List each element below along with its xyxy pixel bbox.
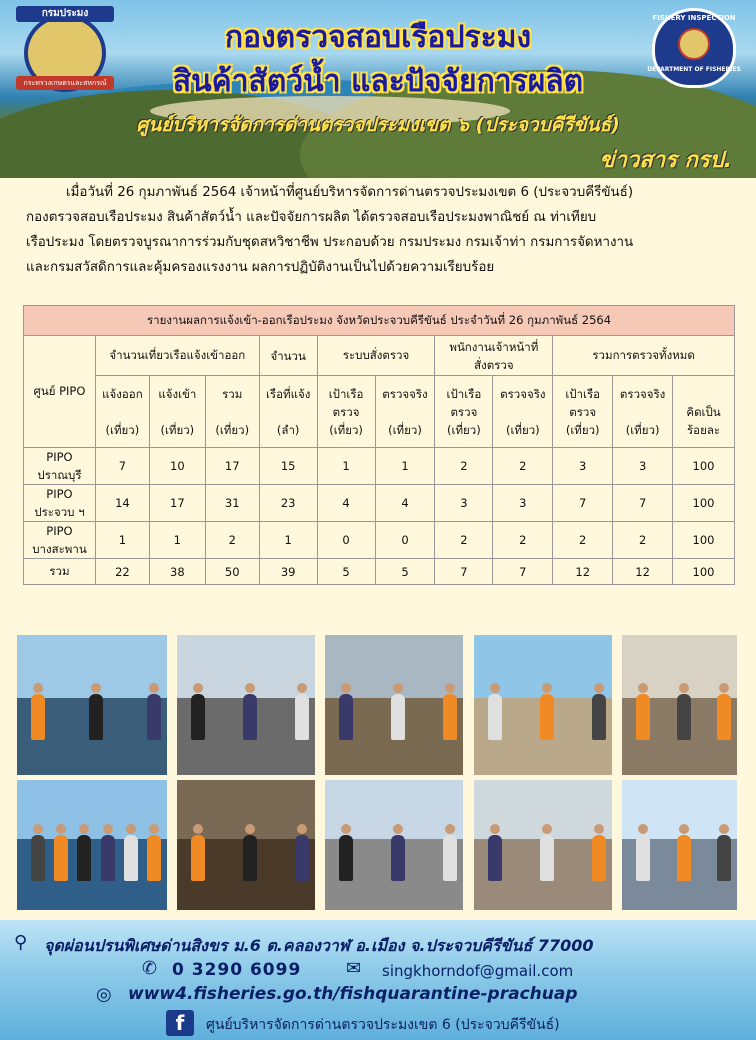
table-cell: 14	[95, 485, 149, 522]
total-label: รวม	[24, 559, 96, 585]
table-body	[24, 448, 735, 585]
subheader-label: ตรวจจริง	[382, 386, 428, 401]
person-head	[638, 824, 648, 834]
total-cell: 12	[613, 559, 673, 585]
person-figure	[717, 694, 731, 740]
intro-line: และกรมสวัสดิการและคุ้มครองแรงงาน ผลการปฏิบัติงานเป็นไปด้วยความเรียบร้อย	[26, 260, 495, 275]
subheader-label: ตรวจ	[332, 404, 360, 419]
person-head	[149, 824, 159, 834]
person-figure	[488, 835, 502, 881]
subheader-sum	[205, 376, 259, 448]
subheader-in	[149, 376, 205, 448]
row-center-name	[24, 522, 96, 559]
subheader-label: ร้อยละ	[687, 422, 721, 437]
subheader-label: ตรวจ	[569, 404, 597, 419]
person-head	[79, 824, 89, 834]
person-figure	[592, 694, 606, 740]
total-cell: 5	[375, 559, 435, 585]
logo-left-top-text: กรมประมง	[16, 6, 114, 22]
logo-right-top-text: FISHERY INSPECTION	[652, 14, 736, 22]
table-cell: 4	[317, 485, 375, 522]
person-figure	[31, 694, 45, 740]
header-boats-line: จำนวน	[270, 348, 306, 363]
subheader-unit: (เที่ยว)	[160, 422, 195, 437]
inspection-photo	[622, 780, 737, 910]
person-head	[719, 824, 729, 834]
person-figure	[54, 835, 68, 881]
page-subtitle: สินค้าสัตว์น้ำ และปัจจัยการผลิต	[172, 64, 584, 99]
person-head	[297, 824, 307, 834]
header-system: ระบบสั่งตรวจ	[317, 336, 435, 376]
subheader-out	[95, 376, 149, 448]
person-figure	[147, 835, 161, 881]
person-head	[193, 824, 203, 834]
person-figure	[101, 835, 115, 881]
subheader-label: เรือที่แจ้ง	[265, 386, 311, 401]
table-cell: 7	[95, 448, 149, 485]
subheader-unit: (เที่ยว)	[215, 422, 250, 437]
person-head	[341, 824, 351, 834]
table-cell: 2	[613, 522, 673, 559]
subheader-unit: (เที่ยว)	[625, 422, 660, 437]
table-cell: 17	[149, 485, 205, 522]
row-center-name-line: PIPO	[46, 524, 73, 538]
page-title: กองตรวจสอบเรือประมง	[224, 20, 532, 55]
table-cell: 15	[259, 448, 317, 485]
header-trips: จำนวนเที่ยวเรือแจ้งเข้าออก	[95, 336, 259, 376]
table-cell: 100	[673, 485, 735, 522]
email-address[interactable]: singkhorndof@gmail.com	[382, 962, 574, 980]
table-cell: 7	[553, 485, 613, 522]
subheader-label: เป้าเรือ	[565, 386, 601, 401]
table-row	[24, 522, 735, 559]
person-head	[245, 824, 255, 834]
inspection-photo	[17, 635, 167, 775]
intro-line: กองตรวจสอบเรือประมง สินค้าสัตว์น้ำ และปัจจัยการผลิต ได้ตรวจสอบเรือประมงพาณิชย์ ณ ท่าเทียบ	[26, 210, 597, 225]
office-name: ศูนย์บริหารจัดการด่านตรวจประมงเขต ๖ (ประจวบคีรีขันธ์)	[136, 114, 620, 136]
subheader-label: คิดเป็น	[686, 404, 721, 419]
table-cell: 3	[613, 448, 673, 485]
inspection-photo	[474, 635, 612, 775]
intro-line: เมื่อวันที่ 26 กุมภาพันธ์ 2564 เจ้าหน้าที่ศูนย์บริหารจัดการด่านตรวจประมงเขต 6 (ประจวบคีรีขันธ์)	[66, 185, 634, 200]
subheader-unit: (เที่ยว)	[447, 422, 481, 437]
person-head	[126, 824, 136, 834]
table-cell: 10	[149, 448, 205, 485]
table-row	[24, 448, 735, 485]
person-figure	[295, 694, 309, 740]
person-figure	[677, 694, 691, 740]
subheader-unit: (เที่ยว)	[388, 422, 422, 437]
subheader-officer-actual	[493, 376, 553, 448]
subheader-unit: (เที่ยว)	[565, 422, 600, 437]
intro-line: เรือประมง โดยตรวจบูรณาการร่วมกับชุดสหวิชาชีพ ประกอบด้วย กรมประมง กรมเจ้าท่า กรมการจัดหางาน	[26, 235, 634, 250]
person-head	[542, 824, 552, 834]
inspection-photo	[177, 780, 315, 910]
table-cell: 3	[553, 448, 613, 485]
row-center-name	[24, 485, 96, 522]
inspection-photo	[622, 635, 737, 775]
row-center-name-line: ประจวบ ฯ	[34, 505, 85, 519]
phone-number: 0 3290 6099	[172, 960, 302, 980]
table-cell: 100	[673, 448, 735, 485]
subheader-unit: (เที่ยว)	[329, 422, 363, 437]
contact-footer	[0, 920, 756, 1040]
person-head	[297, 683, 307, 693]
inspection-photo	[474, 780, 612, 910]
subheader-label: แจ้งเข้า	[158, 386, 197, 401]
table-cell: 23	[259, 485, 317, 522]
table-cell: 0	[375, 522, 435, 559]
person-figure	[124, 835, 138, 881]
table-cell: 100	[673, 522, 735, 559]
table-cell: 2	[205, 522, 259, 559]
person-head	[679, 683, 689, 693]
subheader-label: เป้าเรือ	[446, 386, 482, 401]
email-icon: ✉	[346, 958, 362, 979]
person-figure	[677, 835, 691, 881]
person-figure	[636, 694, 650, 740]
table-row	[24, 485, 735, 522]
subheader-officer-target	[435, 376, 493, 448]
table-cell: 1	[259, 522, 317, 559]
inspection-photo	[325, 635, 463, 775]
table-cell: 2	[493, 448, 553, 485]
person-head	[490, 683, 500, 693]
person-head	[245, 683, 255, 693]
person-figure	[443, 835, 457, 881]
logo-right-bottom-text: DEPARTMENT OF FISHERIES	[647, 66, 741, 73]
total-cell: 50	[205, 559, 259, 585]
row-center-name	[24, 448, 96, 485]
subheader-unit: (ลำ)	[276, 422, 300, 437]
table-cell: 4	[375, 485, 435, 522]
person-figure	[488, 694, 502, 740]
person-head	[490, 824, 500, 834]
person-figure	[89, 694, 103, 740]
person-figure	[540, 694, 554, 740]
total-cell: 7	[493, 559, 553, 585]
table-cell: 1	[149, 522, 205, 559]
person-head	[679, 824, 689, 834]
person-figure	[391, 835, 405, 881]
person-head	[56, 824, 66, 834]
row-center-name-line: ปราณบุรี	[37, 468, 82, 482]
person-head	[719, 683, 729, 693]
header-center: ศูนย์ PIPO	[24, 336, 96, 448]
facebook-icon[interactable]: f	[166, 1010, 194, 1036]
inspection-photo	[325, 780, 463, 910]
person-head	[341, 683, 351, 693]
person-head	[149, 683, 159, 693]
total-cell: 100	[673, 559, 735, 585]
person-figure	[717, 835, 731, 881]
person-head	[594, 683, 604, 693]
subheader-percent	[673, 376, 735, 448]
table-total-row	[24, 559, 735, 585]
person-figure	[77, 835, 91, 881]
subheader-label: ตรวจ	[450, 404, 478, 419]
total-cell: 7	[435, 559, 493, 585]
total-cell: 12	[553, 559, 613, 585]
person-head	[33, 824, 43, 834]
subheader-system-target	[317, 376, 375, 448]
subheader-total-target	[553, 376, 613, 448]
table-cell: 31	[205, 485, 259, 522]
logo-left-bottom-text: กระทรวงเกษตรและสหกรณ์	[16, 76, 114, 90]
inspection-photo	[17, 780, 167, 910]
person-head	[445, 824, 455, 834]
table-cell: 1	[95, 522, 149, 559]
row-center-name-line: PIPO	[46, 450, 73, 464]
table-cell: 17	[205, 448, 259, 485]
subheader-label: ตรวจจริง	[619, 386, 666, 401]
table-cell: 3	[493, 485, 553, 522]
row-center-name-line: PIPO	[46, 487, 73, 501]
person-figure	[243, 835, 257, 881]
table-cell: 2	[493, 522, 553, 559]
location-pin-icon: ⚲	[14, 932, 28, 953]
table-cell: 7	[613, 485, 673, 522]
globe-icon: ◎	[96, 984, 112, 1005]
person-figure	[592, 835, 606, 881]
news-tag: ข่าวสาร กรป.	[599, 148, 732, 173]
table-caption: รายงานผลการแจ้งเข้า-ออกเรือประมง จังหวัดประจวบคีรีขันธ์ ประจำวันที่ 26 กุมภาพันธ์ 2564	[24, 306, 735, 336]
header-officer-line: พนักงานเจ้าหน้าที่	[449, 339, 539, 354]
person-head	[91, 683, 101, 693]
table-cell: 2	[435, 522, 493, 559]
person-figure	[31, 835, 45, 881]
table-cell: 2	[553, 522, 613, 559]
total-cell: 5	[317, 559, 375, 585]
subheader-unit: (เที่ยว)	[505, 422, 540, 437]
person-figure	[147, 694, 161, 740]
person-head	[638, 683, 648, 693]
facebook-page-name[interactable]: ศูนย์บริหารจัดการด่านตรวจประมงเขต 6 (ประจวบคีรีขันธ์)	[206, 1017, 560, 1033]
person-head	[103, 824, 113, 834]
intro-paragraph	[26, 180, 738, 280]
header-officer	[435, 336, 553, 376]
person-head	[445, 683, 455, 693]
total-cell: 22	[95, 559, 149, 585]
person-head	[393, 824, 403, 834]
person-head	[594, 824, 604, 834]
table-cell: 2	[435, 448, 493, 485]
subheader-label: ตรวจจริง	[500, 386, 546, 401]
person-figure	[339, 835, 353, 881]
report-table	[23, 305, 735, 585]
subheader-total-actual	[613, 376, 673, 448]
inspection-photo	[177, 635, 315, 775]
person-figure	[339, 694, 353, 740]
address: จุดผ่อนปรนพิเศษด่านสิงขร ม.6 ต.คลองวาฬ อ.เมือง จ.ประจวบคีรีขันธ์ 77000	[44, 936, 594, 955]
header-boats	[259, 336, 317, 376]
person-figure	[636, 835, 650, 881]
person-head	[542, 683, 552, 693]
table-cell: 1	[375, 448, 435, 485]
header-officer-line: สั่งตรวจ	[474, 357, 514, 372]
person-figure	[391, 694, 405, 740]
header-total: รวมการตรวจทั้งหมด	[553, 336, 735, 376]
total-cell: 39	[259, 559, 317, 585]
table-cell: 3	[435, 485, 493, 522]
subheader-system-actual	[375, 376, 435, 448]
website-link[interactable]: www4.fisheries.go.th/fishquarantine-prachuap	[128, 984, 578, 1004]
person-figure	[191, 835, 205, 881]
subheader-label: รวม	[222, 386, 243, 401]
person-figure	[243, 694, 257, 740]
person-head	[193, 683, 203, 693]
phone-icon: ✆	[142, 958, 158, 979]
subheader-boats	[259, 376, 317, 448]
total-cell: 38	[149, 559, 205, 585]
table-cell: 0	[317, 522, 375, 559]
person-figure	[295, 835, 309, 881]
header-banner	[0, 0, 756, 178]
table-cell: 1	[317, 448, 375, 485]
person-head	[33, 683, 43, 693]
row-center-name-line: บางสะพาน	[32, 542, 87, 556]
subheader-label: เป้าเรือ	[328, 386, 364, 401]
person-head	[393, 683, 403, 693]
person-figure	[443, 694, 457, 740]
subheader-unit: (เที่ยว)	[105, 422, 140, 437]
person-figure	[540, 835, 554, 881]
person-figure	[191, 694, 205, 740]
subheader-label: แจ้งออก	[102, 386, 143, 401]
